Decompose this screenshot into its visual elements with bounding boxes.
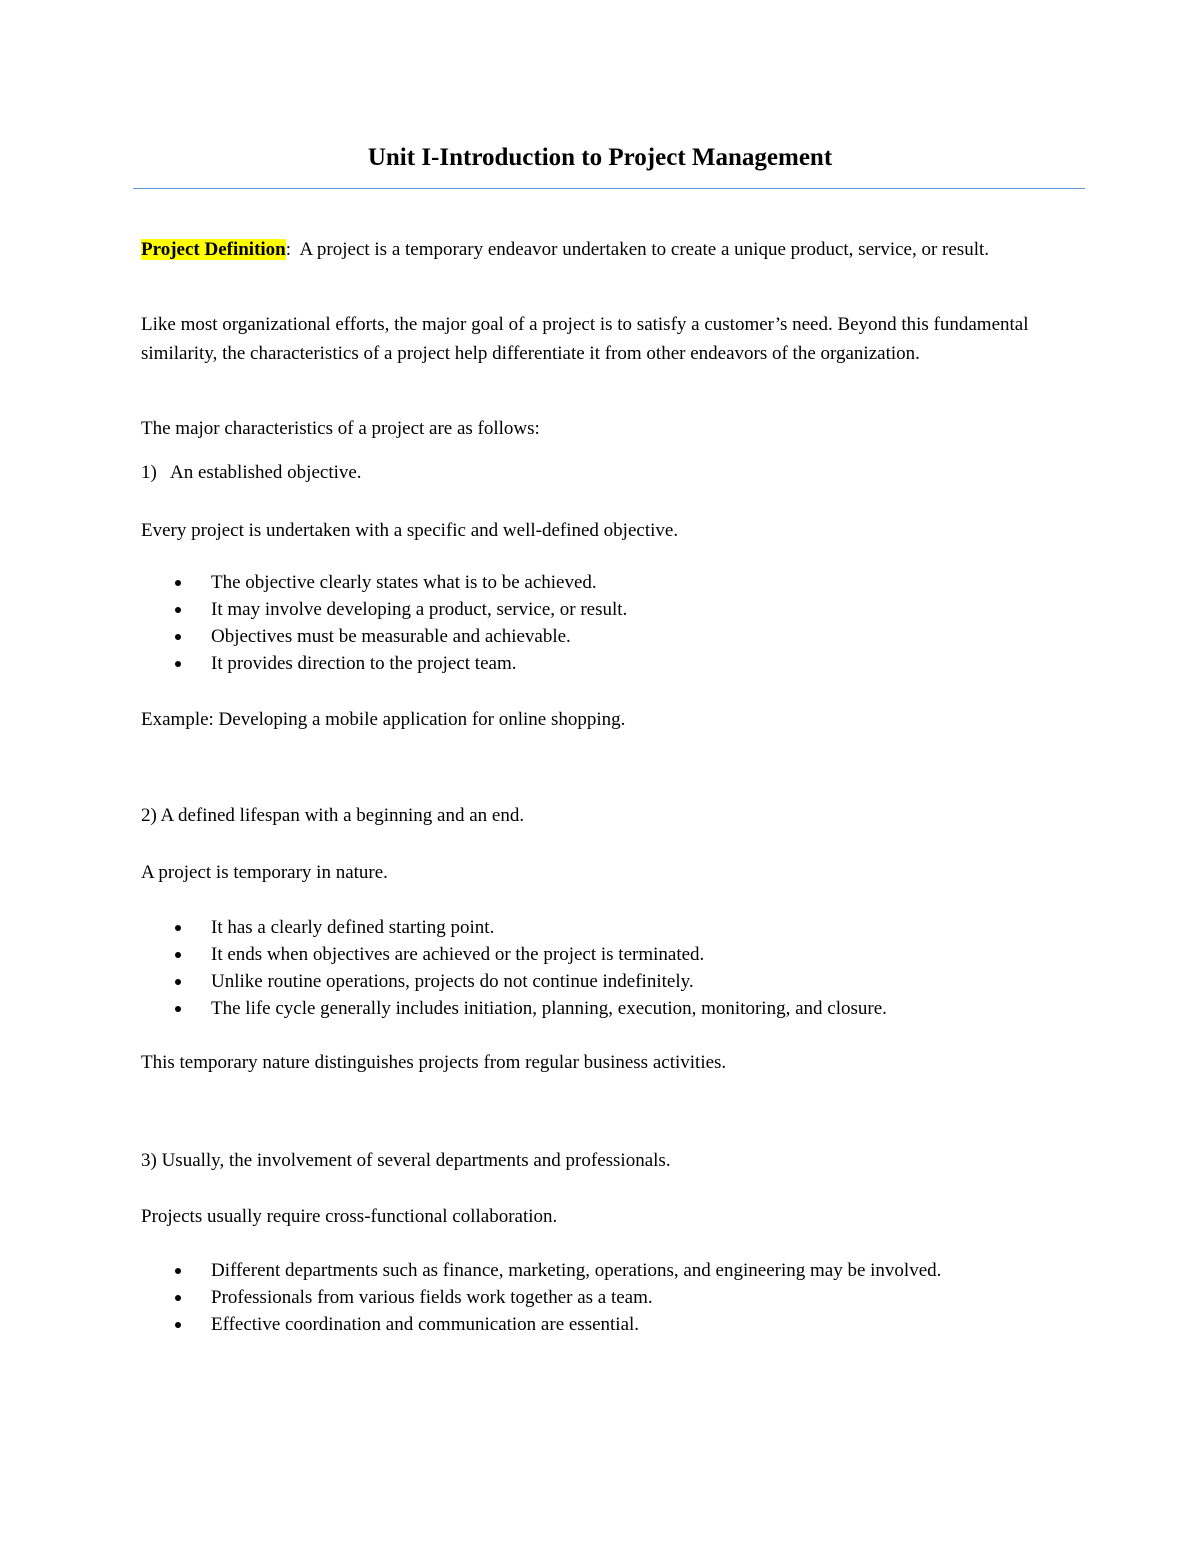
page-title: Unit I-Introduction to Project Management [367,144,833,171]
list-item [141,941,1061,968]
bullet-icon [175,580,181,586]
characteristics-intro: The major characteristics of a project are as follows: [141,418,540,439]
section1-example: Example: Developing a mobile application for online shopping. [141,709,626,730]
list-item-text: It ends when objectives are achieved or the project is terminated. [211,944,705,965]
list-item [141,1257,1041,1284]
bullet-icon [175,952,181,958]
bullet-icon [175,925,181,931]
list-item-text: It provides direction to the project team. [211,653,517,674]
section1-bullet-list [141,569,1061,677]
section2-lead: A project is temporary in nature. [141,862,388,883]
section1-heading: 1) An established objective. [141,462,362,483]
title-divider [133,188,1085,189]
section3-bullet-list [141,1257,1041,1338]
bullet-icon [175,1268,181,1274]
definition-paragraph [141,235,1061,264]
list-item-text: The objective clearly states what is to be achieved. [211,572,597,593]
list-item-text: Professionals from various fields work together as a team. [211,1287,653,1308]
section3-lead: Projects usually require cross-functional collaboration. [141,1206,558,1227]
bullet-icon [175,1006,181,1012]
bullet-icon [175,1322,181,1328]
list-item [141,995,1061,1022]
section1-lead: Every project is undertaken with a specific and well-defined objective. [141,520,679,541]
definition-colon: : [285,239,292,260]
list-item [141,968,1061,995]
section2-heading: 2) A defined lifespan with a beginning and an end. [141,805,525,826]
intro-paragraph: Like most organizational efforts, the major goal of a project is to satisfy a customer’s need. Beyond this fundamental similarity, the characteristics of a project help differentiate it from other endeavors of the organization. [141,314,1029,364]
list-item-text: It may involve developing a product, service, or result. [211,599,628,620]
list-item [141,1284,1041,1311]
list-item [141,1311,1041,1338]
list-item [141,596,1061,623]
list-item [141,650,1061,677]
bullet-icon [175,979,181,985]
bullet-icon [175,607,181,613]
list-item [141,569,1061,596]
definition-text: A project is a temporary endeavor undertaken to create a unique product, service, or result. [291,239,990,260]
list-item-text: It has a clearly defined starting point. [211,917,495,938]
bullet-icon [175,634,181,640]
list-item-text: Objectives must be measurable and achievable. [211,626,571,647]
section3-heading: 3) Usually, the involvement of several departments and professionals. [141,1150,671,1171]
section2-bullet-list [141,914,1061,1022]
list-item-text: Different departments such as finance, marketing, operations, and engineering may be involved. [211,1260,942,1281]
list-item-text: Effective coordination and communication are essential. [211,1314,640,1335]
list-item-text: Unlike routine operations, projects do not continue indefinitely. [211,971,694,992]
bullet-icon [175,1295,181,1301]
list-item-text: The life cycle generally includes initiation, planning, execution, monitoring, and closure. [211,998,887,1019]
definition-label: Project Definition [141,239,286,260]
list-item [141,623,1061,650]
bullet-icon [175,661,181,667]
section2-closing: This temporary nature distinguishes projects from regular business activities. [141,1052,727,1073]
list-item [141,914,1061,941]
